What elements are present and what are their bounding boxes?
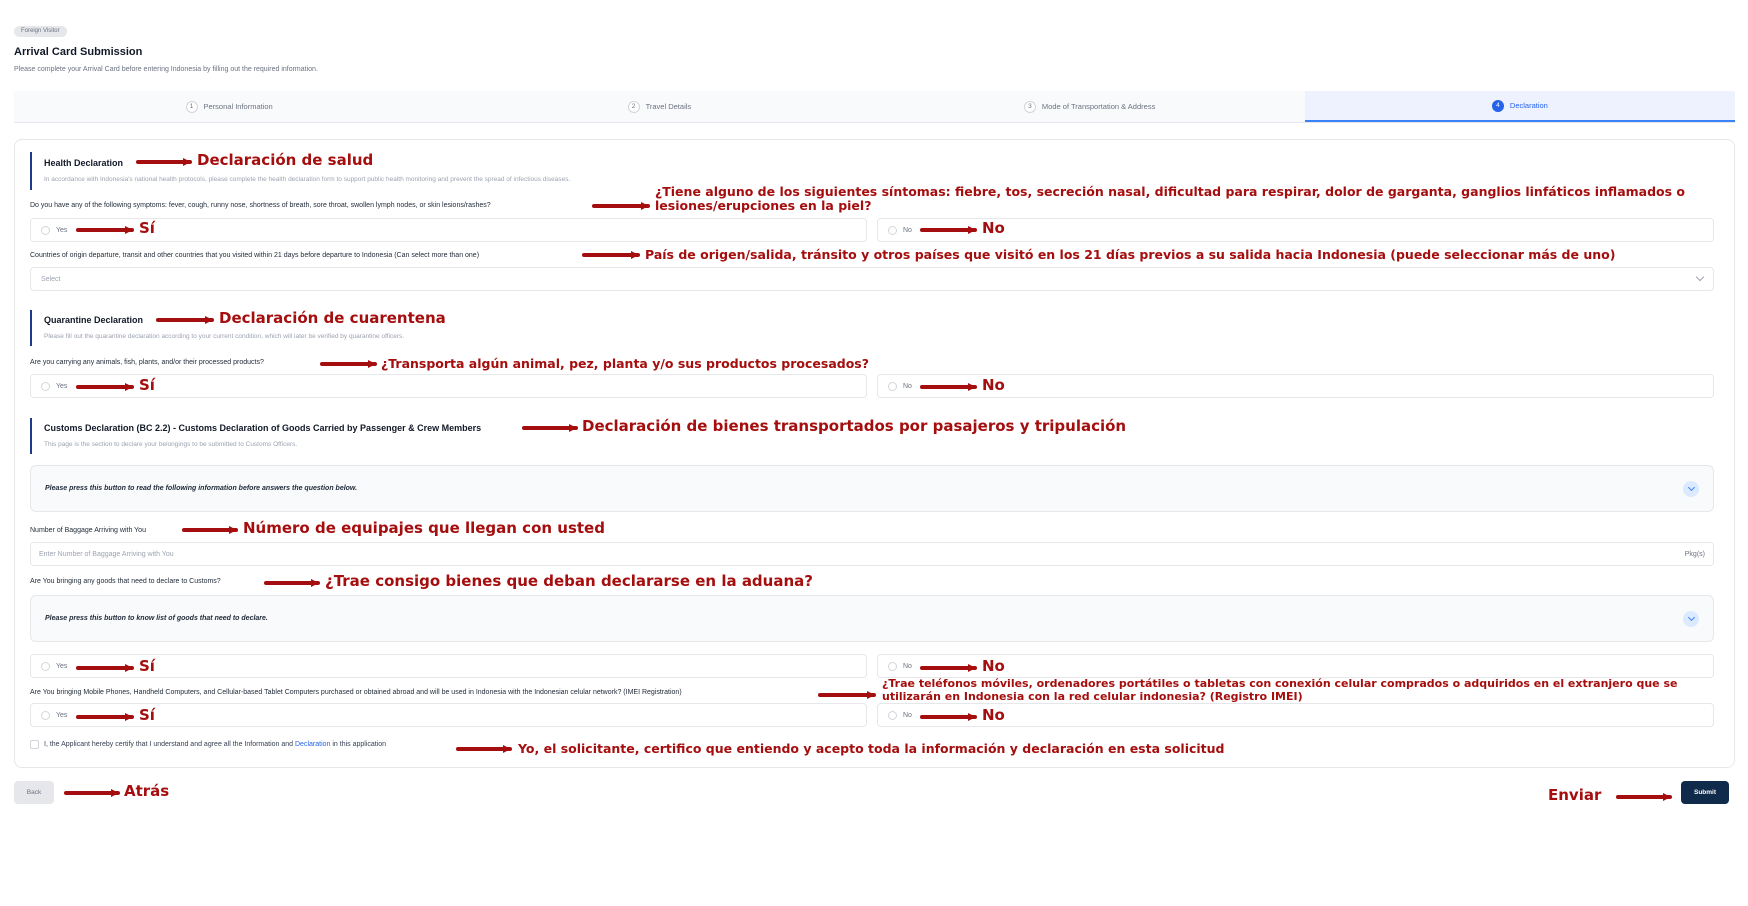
annotation-symptoms: ¿Tiene alguno de los siguientes síntomas: fiebre, tos, secreción nasal, dificultad para respirar, dolor de garganta, ganglios linfáticos inflamados o lesiones/erupciones en la piel? <box>655 184 1686 213</box>
annotation-back: Atrás <box>124 782 170 800</box>
input-placeholder: Enter Number of Baggage Arriving with You <box>39 550 174 558</box>
back-button[interactable]: Back <box>14 781 54 804</box>
option-label: No <box>903 662 912 670</box>
quarantine-declaration-desc: Please fill out the quarantine declaration according to your current condition, which will later be verified by quarantine officers. <box>44 333 405 340</box>
annotation-goods: ¿Trae consigo bienes que deban declararse en la aduana? <box>325 572 813 590</box>
annotation-no: No <box>982 219 1005 237</box>
annotation-animals: ¿Transporta algún animal, pez, planta y/o sus productos procesados? <box>381 356 870 371</box>
annotation-yes: Sí <box>139 376 155 394</box>
option-label: Yes <box>56 382 68 390</box>
step-number: 3 <box>1024 101 1036 113</box>
option-label: No <box>903 711 912 719</box>
countries-question: Countries of origin departure, transit and other countries that you visited within 21 days before departure to Indonesia (Can select more than one) <box>30 252 480 259</box>
imei-question: Are You bringing Mobile Phones, Handheld Computers, and Cellular-based Tablet Computers purchased or obtained abroad and will be used in Indonesia with the Indonesian celular network? (IMEI Registration) <box>30 689 682 696</box>
annotation-countries: País de origen/salida, tránsito y otros países que visitó en los 21 días previos a su salida hacia Indonesia (puede seleccionar más de uno) <box>645 247 1616 262</box>
annotation-no: No <box>982 706 1005 724</box>
annotation-no: No <box>982 657 1005 675</box>
annotation-baggage: Número de equipajes que llegan con usted <box>243 519 605 537</box>
annotation-quarantine: Declaración de cuarentena <box>219 309 446 327</box>
symptoms-question: Do you have any of the following symptoms: fever, cough, runny nose, shortness of breath, sore throat, swollen lymph nodes, or skin lesions/rashes? <box>30 202 491 209</box>
info-text: Please press this button to read the following information before answers the question below. <box>45 485 358 492</box>
annotation-imei: ¿Trae teléfonos móviles, ordenadores portátiles o tabletas con conexión celular comprados o adquiridos en el extranjero que se utilizarán en Indonesia con la red celular indonesia? (Registro IMEI) <box>882 677 1678 703</box>
unit-label: Pkg(s) <box>1684 550 1705 558</box>
select-placeholder: Select <box>41 275 61 283</box>
submit-button[interactable]: Submit <box>1681 781 1729 804</box>
visitor-type-badge: Foreign Visitor <box>14 26 67 37</box>
quarantine-declaration-title: Quarantine Declaration <box>44 315 144 325</box>
animals-question: Are you carrying any animals, fish, plants, and/or their processed products? <box>30 359 264 366</box>
annotation-customs: Declaración de bienes transportados por pasajeros y tripulación <box>582 417 1127 435</box>
step-label: Travel Details <box>645 102 692 111</box>
step-number: 4 <box>1492 100 1504 112</box>
info-text: Please press this button to know list of goods that need to declare. <box>45 615 268 622</box>
step-label: Personal Information <box>203 102 273 111</box>
annotation-certify: Yo, el solicitante, certifico que entiendo y acepto toda la información y declaración en esta solicitud <box>518 741 1225 756</box>
option-label: Yes <box>56 662 68 670</box>
customs-declaration-title: Customs Declaration (BC 2.2) - Customs Declaration of Goods Carried by Passenger & Crew Members <box>44 423 482 433</box>
step-number: 2 <box>628 101 640 113</box>
annotation-yes: Sí <box>139 219 155 237</box>
option-label: Yes <box>56 711 68 719</box>
page-subtitle: Please complete your Arrival Card before entering Indonesia by filling out the required information. <box>14 66 318 73</box>
customs-declaration-desc: This page is the section to declare your belongings to be submitted to Customs Officers. <box>44 441 298 448</box>
health-declaration-title: Health Declaration <box>44 158 124 168</box>
baggage-question: Number of Baggage Arriving with You <box>30 527 146 534</box>
page-title: Arrival Card Submission <box>14 46 143 58</box>
annotation-yes: Sí <box>139 657 155 675</box>
annotation-submit: Enviar <box>1548 786 1602 804</box>
certify-text-after: in this application <box>330 741 387 748</box>
certify-text-before: I, the Applicant hereby certify that I understand and agree all the Information and <box>44 741 295 748</box>
annotation-yes: Sí <box>139 706 155 724</box>
step-number: 1 <box>186 101 198 113</box>
step-label: Mode of Transportation & Address <box>1041 102 1156 111</box>
declaration-link[interactable]: Declaration <box>295 741 331 748</box>
step-label: Declaration <box>1509 101 1548 110</box>
health-declaration-desc: In accordance with Indonesia's national health protocols, please complete the health declaration form to support public health monitoring and prevent the spread of infectious diseases. <box>44 176 571 183</box>
annotation-no: No <box>982 376 1005 394</box>
option-label: Yes <box>56 226 68 234</box>
option-label: No <box>903 382 912 390</box>
annotation-health: Declaración de salud <box>197 151 374 169</box>
option-label: No <box>903 226 912 234</box>
goods-question: Are You bringing any goods that need to declare to Customs? <box>30 578 221 585</box>
